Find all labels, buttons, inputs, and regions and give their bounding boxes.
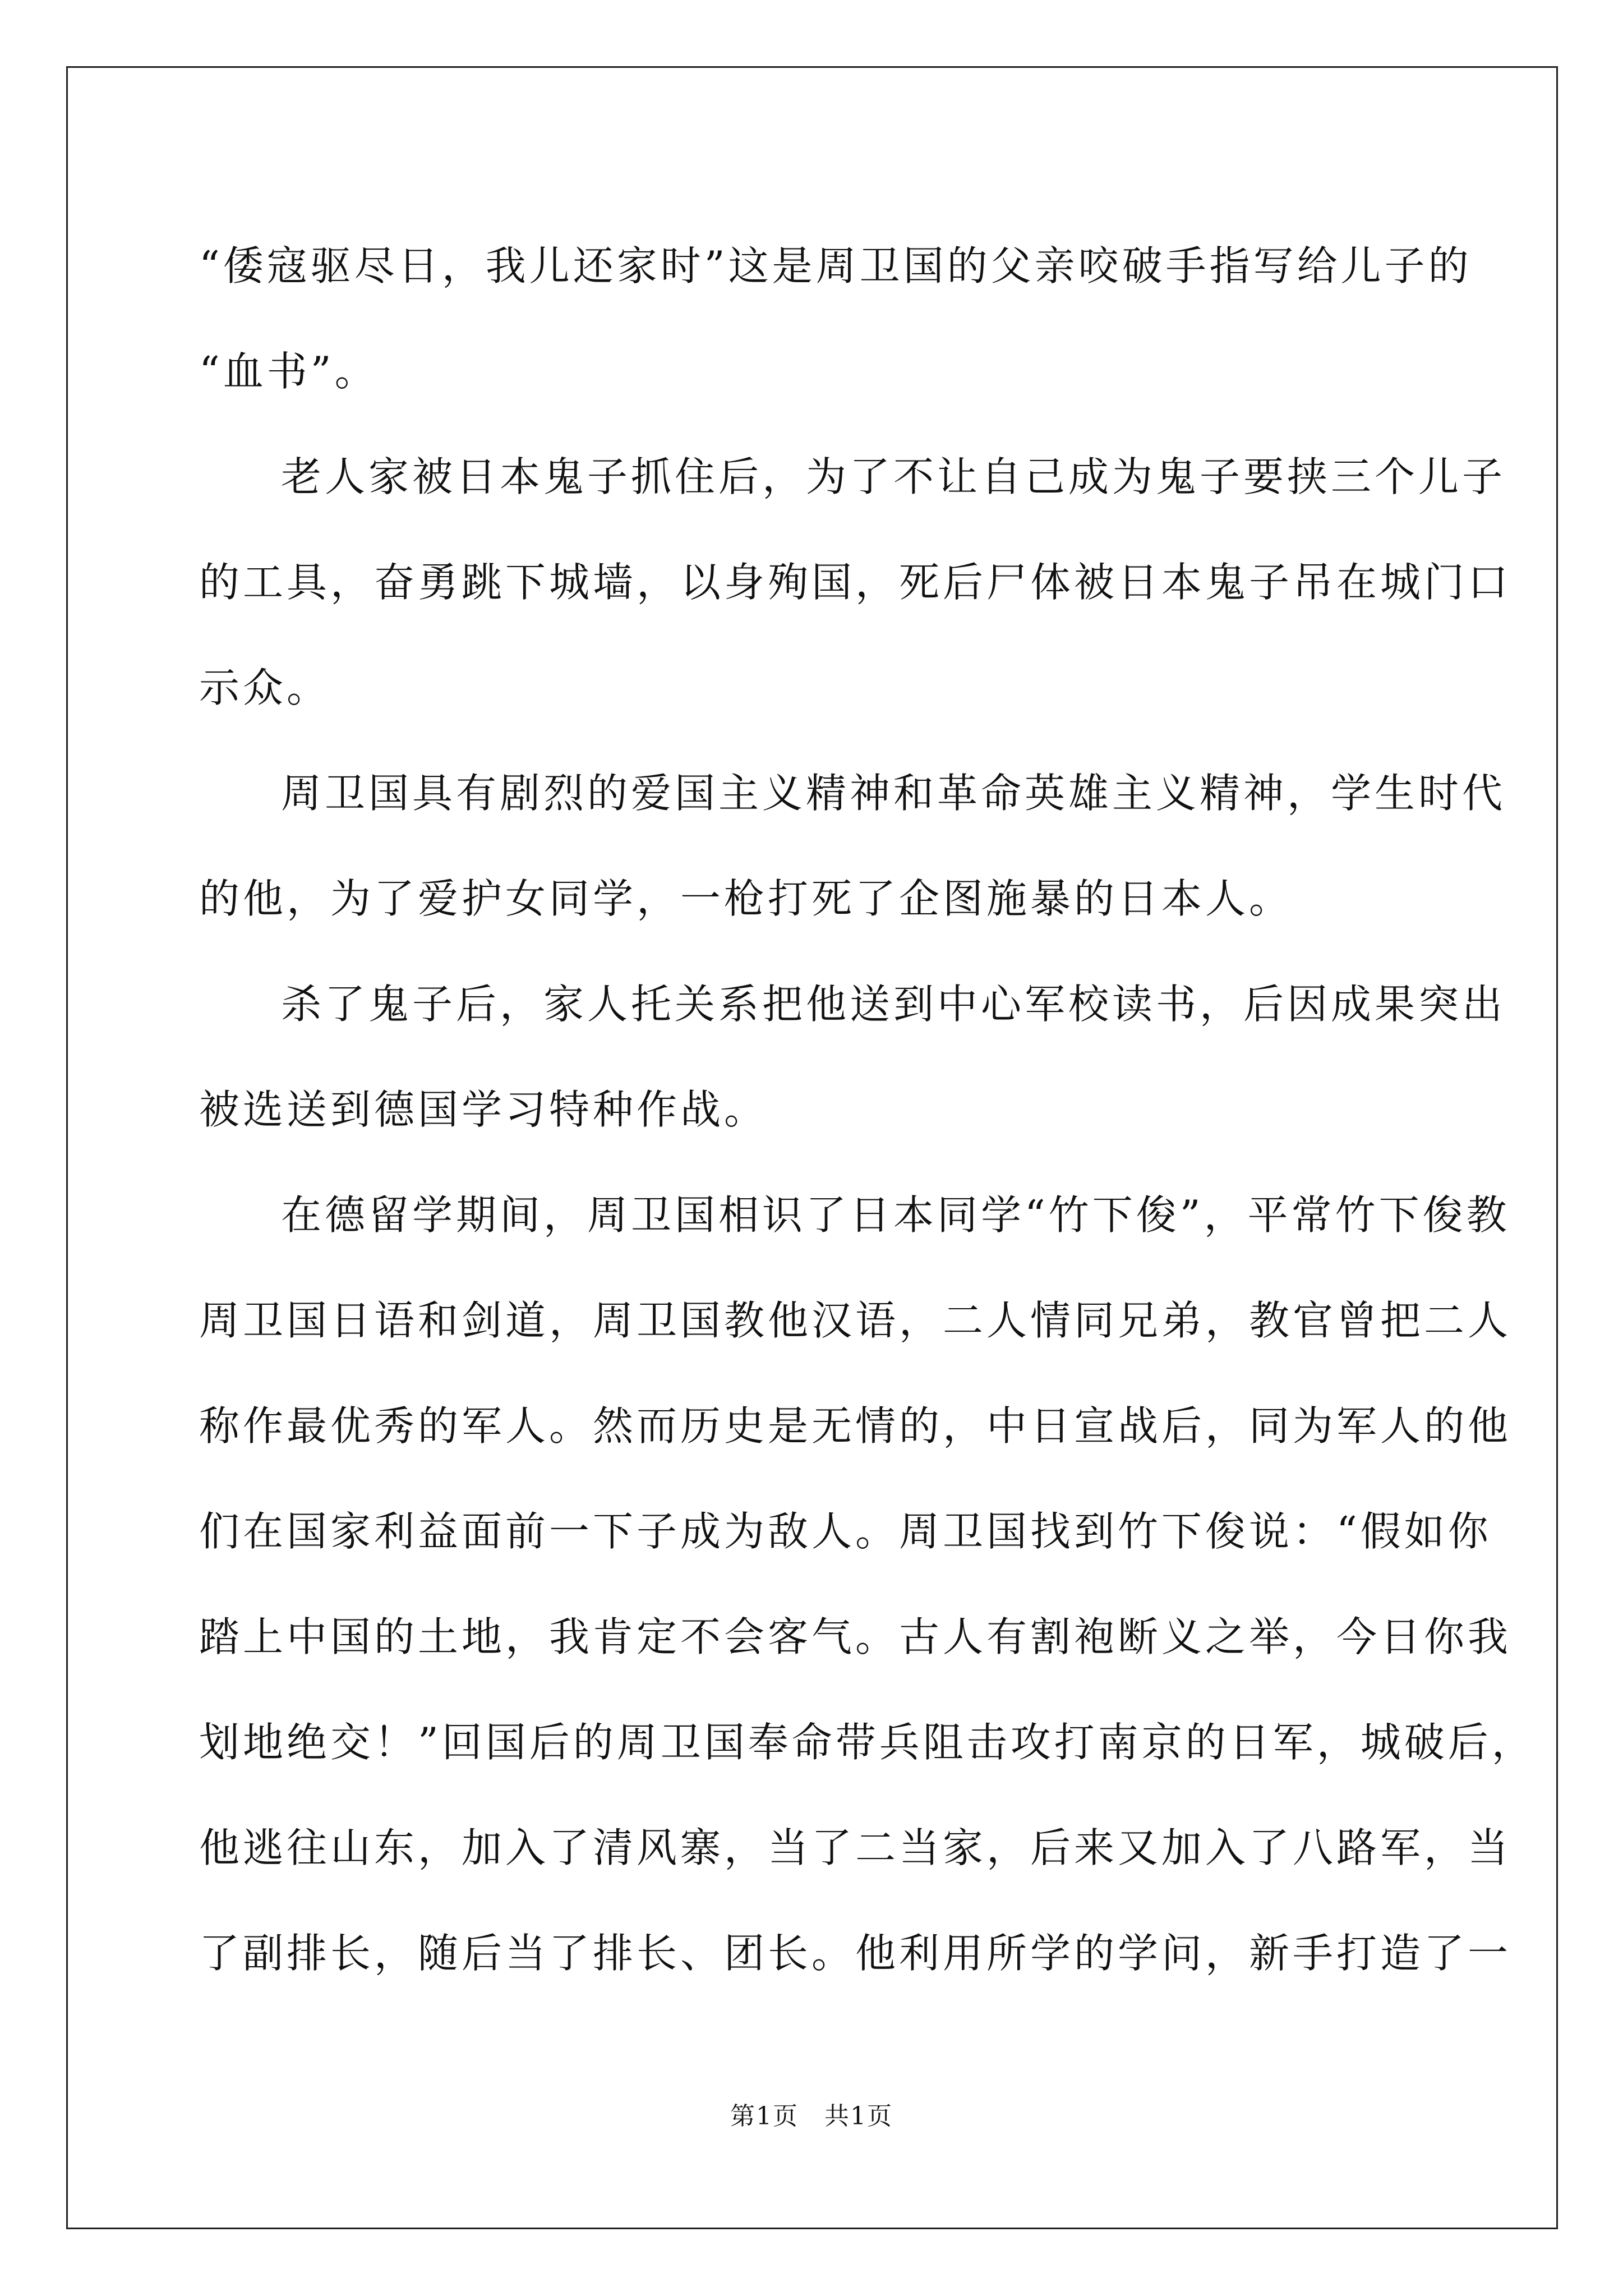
text-line: 称作最优秀的军人。然而历史是无情的，中日宣战后，同为军人的他 bbox=[199, 1402, 1512, 1450]
text-line: “血书”。 bbox=[199, 348, 379, 395]
document-body bbox=[199, 213, 1536, 2006]
text-line: 示众。 bbox=[199, 664, 331, 711]
text-line: 的工具，奋勇跳下城墙，以身殉国，死后尸体被日本鬼子吊在城门口 bbox=[199, 559, 1512, 606]
text-line: 被选送到德国学习特种作战。 bbox=[199, 1086, 768, 1133]
text-line: 杀了鬼子后，家人托关系把他送到中心军校读书，后因成果突出 bbox=[281, 981, 1506, 1028]
text-line: 踏上中国的土地，我肯定不会客气。古人有割袍断义之举，今日你我 bbox=[199, 1613, 1512, 1660]
text-line: “倭寇驱尽日，我儿还家时”这是周卫国的父亲咬破手指写给儿子的 bbox=[199, 242, 1472, 289]
text-line: 们在国家利益面前一下子成为敌人。周卫国找到竹下俊说：“假如你 bbox=[199, 1508, 1492, 1555]
text-line: 周卫国日语和剑道，周卫国教他汉语，二人情同兄弟，教官曾把二人 bbox=[199, 1297, 1512, 1344]
text-line: 划地绝交！”回国后的周卫国奉命带兵阻击攻打南京的日军，城破后， bbox=[199, 1719, 1536, 1766]
text-line: 的他，为了爱护女同学，一枪打死了企图施暴的日本人。 bbox=[199, 875, 1293, 922]
text-line: 他逃往山东，加入了清风寨，当了二当家，后来又加入了八路军，当 bbox=[199, 1824, 1512, 1871]
text-line: 了副排长，随后当了排长、团长。他利用所学的学问，新手打造了一 bbox=[199, 1930, 1512, 1977]
text-line: 在德留学期间，周卫国相识了日本同学“竹下俊”，平常竹下俊教 bbox=[281, 1191, 1510, 1239]
page-number-footer: 第1页 共1页 bbox=[730, 2102, 893, 2131]
text-line: 老人家被日本鬼子抓住后，为了不让自己成为鬼子要挟三个儿子 bbox=[281, 453, 1506, 500]
text-line: 周卫国具有剧烈的爱国主义精神和革命英雄主义精神，学生时代 bbox=[281, 770, 1506, 817]
